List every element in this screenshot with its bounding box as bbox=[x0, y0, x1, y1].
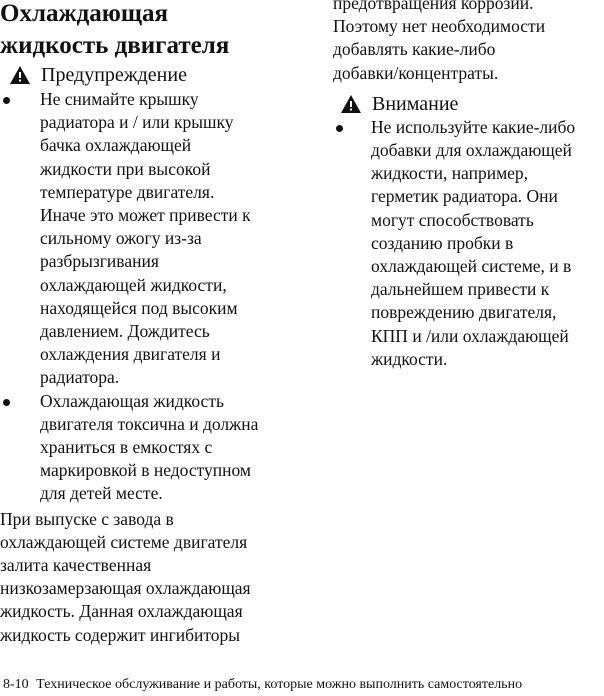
text-line: охлаждающей системе, и в bbox=[371, 256, 572, 277]
text-line: залита качественная bbox=[0, 555, 152, 576]
text-line: повреждению двигателя, bbox=[371, 302, 557, 323]
list-item bbox=[0, 88, 300, 390]
warning-list bbox=[0, 88, 300, 506]
footer-text: Техническое обслуживание и работы, которые можно выполнить самостоятельно bbox=[36, 677, 523, 692]
text-line: жидкость содержит ингибиторы bbox=[0, 624, 241, 645]
text-line: для детей месте. bbox=[40, 483, 163, 504]
caution-label: Внимание bbox=[372, 92, 459, 115]
bullet-icon bbox=[336, 125, 343, 132]
text-line: Не снимайте крышку bbox=[40, 89, 199, 109]
text-line: храниться в емкостях с bbox=[40, 437, 213, 458]
warning-triangle-icon bbox=[340, 94, 362, 114]
text-line: жидкости при высокой bbox=[40, 158, 211, 179]
text-line: Охлаждающая жидкость bbox=[40, 390, 224, 411]
caution-header bbox=[340, 90, 604, 118]
text-line: жидкости. bbox=[371, 348, 448, 369]
text-line: созданию пробки в bbox=[371, 232, 514, 253]
text-line: бачка охлаждающей bbox=[40, 135, 192, 156]
text-line: добавки/концентраты. bbox=[333, 62, 499, 83]
text-line: находящейся под высоким bbox=[40, 297, 238, 318]
text-line: температуре двигателя. bbox=[40, 181, 215, 202]
text-line: радиатора и / или крышку bbox=[40, 112, 234, 133]
text-line: КПП и /или охлаждающей bbox=[371, 325, 569, 346]
text-line: низкозамерзающая охлаждающая bbox=[0, 578, 251, 599]
caution-list bbox=[333, 116, 604, 371]
warning-label: Предупреждение bbox=[41, 64, 187, 86]
section-title bbox=[0, 0, 300, 62]
text-line: жидкости, например, bbox=[371, 163, 529, 184]
text-line: могут способствовать bbox=[371, 209, 534, 230]
text-line: сильному ожогу из-за bbox=[40, 228, 202, 249]
list-item bbox=[333, 116, 604, 371]
text-line: давлением. Дождитесь bbox=[40, 321, 210, 342]
text-line: охлаждающей жидкости, bbox=[40, 274, 227, 295]
text-line: При выпуске с завода в bbox=[0, 508, 174, 529]
list-item bbox=[0, 390, 300, 506]
text-line: разбрызгивания bbox=[40, 251, 159, 272]
text-line: добавлять какие-либо bbox=[333, 39, 496, 60]
bullet-icon bbox=[3, 97, 10, 104]
bullet-icon bbox=[3, 399, 10, 406]
paragraph-continuation bbox=[333, 0, 604, 85]
right-column bbox=[333, 0, 604, 371]
text-line: герметик радиатора. Они bbox=[371, 186, 558, 207]
warning-triangle-icon bbox=[9, 65, 31, 85]
text-line: Иначе это может привести к bbox=[40, 205, 251, 226]
page-number: 8-10 bbox=[3, 677, 29, 692]
section-title-line-2: жидкость двигателя bbox=[0, 32, 230, 59]
text-line: добавки для охлаждающей bbox=[371, 140, 572, 161]
page-footer bbox=[3, 677, 522, 693]
text-line: Поэтому нет необходимости bbox=[333, 16, 546, 37]
text-line: дальнейшем привести к bbox=[371, 279, 550, 300]
warning-header bbox=[9, 61, 300, 89]
text-line: охлаждающей системе двигателя bbox=[0, 531, 248, 552]
text-line: маркировкой в недоступном bbox=[40, 460, 251, 481]
left-column bbox=[0, 0, 300, 647]
text-line: радиатора. bbox=[40, 367, 120, 388]
text-line: предотвращения коррозии. bbox=[333, 0, 534, 13]
text-line: охлаждения двигателя и bbox=[40, 344, 221, 365]
intro-paragraph bbox=[0, 508, 300, 647]
text-line: Не используйте какие-либо bbox=[371, 116, 576, 137]
text-line: жидкость. Данная охлаждающая bbox=[0, 601, 243, 622]
section-title-line-1: Охлаждающая bbox=[0, 0, 168, 27]
text-line: двигателя токсична и должна bbox=[40, 413, 259, 434]
